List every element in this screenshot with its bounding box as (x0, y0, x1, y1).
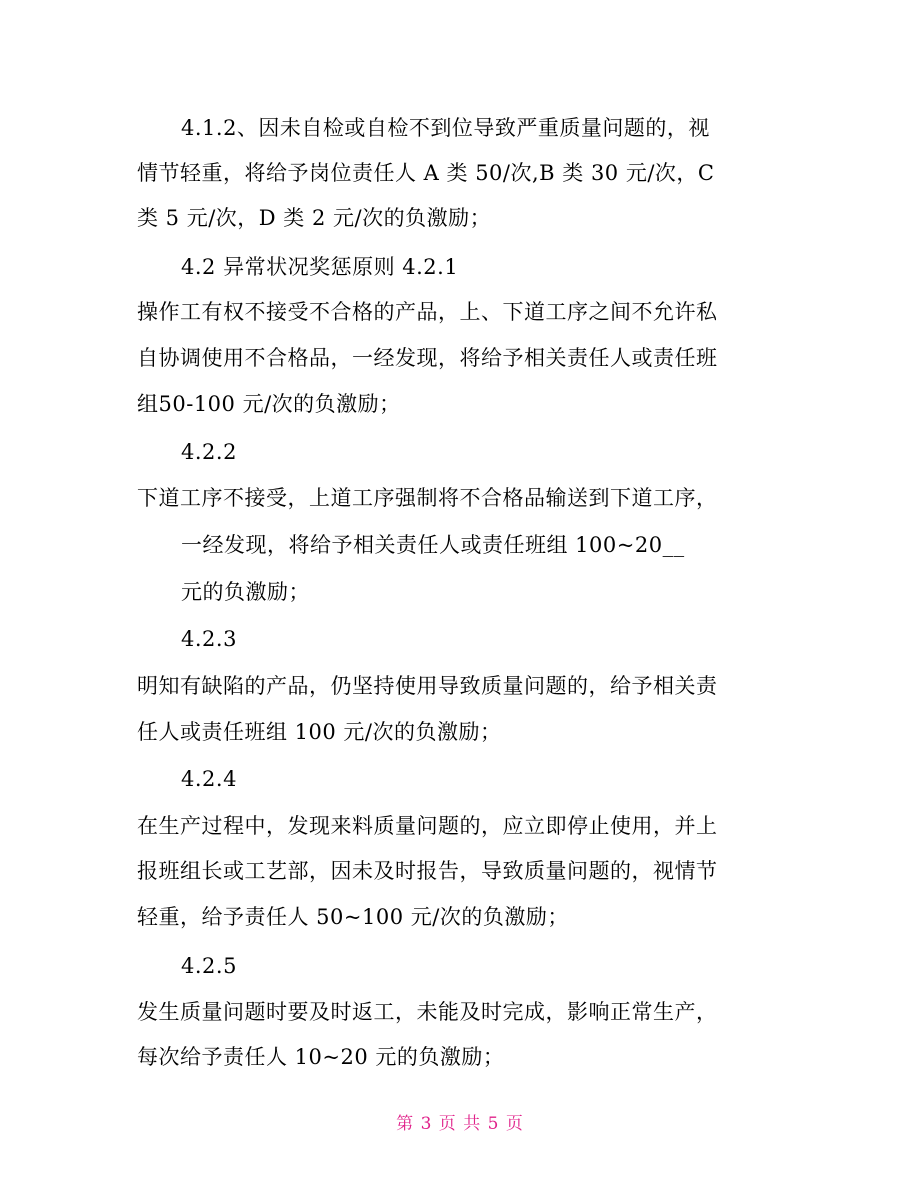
text-line: 自协调使用不合格品，一经发现，将给予相关责任人或责任班 (137, 346, 718, 370)
text-line: 情节轻重，将给予岗位责任人 A 类 50/次,B 类 30 元/次，C (137, 161, 715, 185)
text-line: 每次给予责任人 10~20 元的负激励； (137, 1045, 505, 1069)
text-line: 明知有缺陷的产品，仍坚持使用导致质量问题的，给予相关责 (137, 674, 718, 698)
text-line: 任人或责任班组 100 元/次的负激励； (137, 720, 502, 744)
text-line: 下道工序不接受，上道工序强制将不合格品输送到下道工序， (137, 486, 718, 510)
clause-number-4-2-2: 4.2.2 (181, 440, 237, 464)
text-line: 发生质量问题时要及时返工，未能及时完成，影响正常生产， (137, 1000, 718, 1024)
clause-number-4-2-3: 4.2.3 (181, 627, 237, 651)
section-heading-4-2: 4.2 异常状况奖惩原则 4.2.1 (181, 255, 459, 279)
text-line: 一经发现，将给予相关责任人或责任班组 100~20__ (181, 533, 685, 557)
text-line: 类 5 元/次，D 类 2 元/次的负激励； (137, 206, 492, 230)
text-line: 报班组长或工艺部，因未及时报告，导致质量问题的，视情节 (137, 859, 718, 883)
text-line: 在生产过程中，发现来料质量问题的，应立即停止使用，并上 (137, 814, 718, 838)
clause-number-4-2-5: 4.2.5 (181, 954, 237, 978)
text-line: 操作工有权不接受不合格的产品，上、下道工序之间不允许私 (137, 300, 718, 324)
text-line: 组50-100 元/次的负激励； (137, 392, 401, 416)
clause-number-4-2-4: 4.2.4 (181, 767, 237, 791)
text-line-4-1-2: 4.1.2、因未自检或自检不到位导致严重质量问题的，视 (181, 116, 710, 140)
text-line: 元的负激励； (181, 580, 310, 604)
text-line: 轻重，给予责任人 50~100 元/次的负激励； (137, 905, 569, 929)
page-number-footer: 第 3 页 共 5 页 (396, 1114, 524, 1134)
